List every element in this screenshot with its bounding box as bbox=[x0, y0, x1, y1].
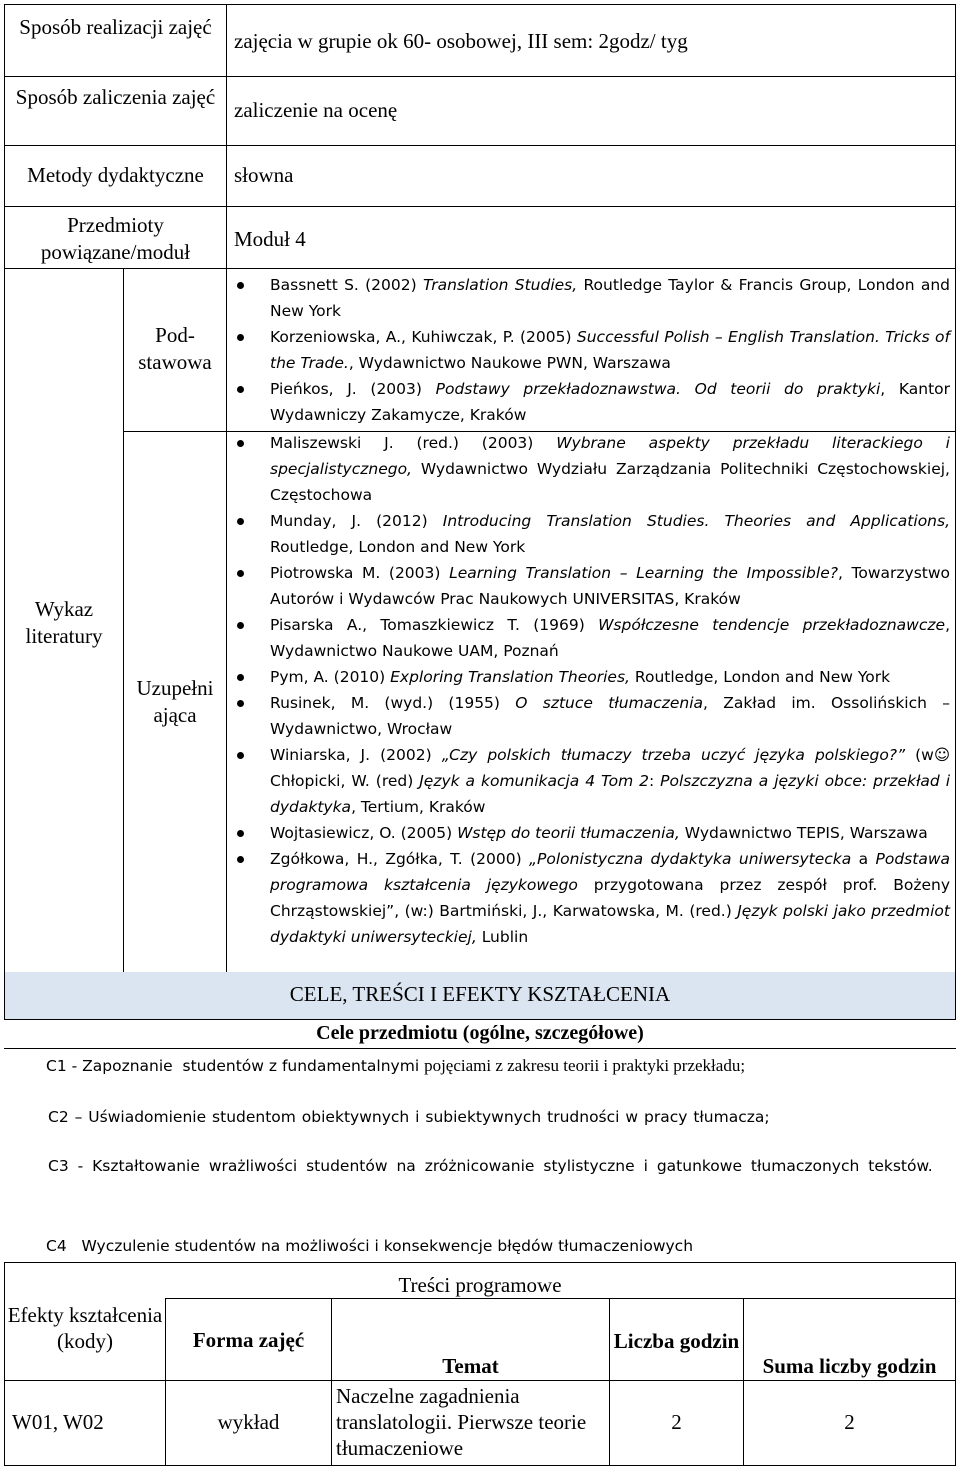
basic-literature-label: Pod- stawowa bbox=[138, 323, 212, 374]
goal-c3: C3 - Kształtowanie wrażliwości studentów na zróżnicowanie stylistyczne i gatunkowe tłumaczonych tekstów. bbox=[48, 1157, 933, 1175]
goal-c1: C1 - Zapoznanie studentów z fundamentalnymi pojęciami z zakresu teorii i praktyki przekładu; bbox=[46, 1056, 746, 1075]
header-topic: Temat bbox=[442, 1354, 499, 1378]
list-item: Bassnett S. (2002) Translation Studies, Routledge Taylor & Francis Group, London and New York bbox=[230, 272, 950, 324]
list-item: Winiarska, J. (2002) „Czy polskich tłumaczy trzeba uczyć języka polskiego?” (w☺ Chłopicki, W. (red) Język a komunikacja 4 Tom 2: Polszczyzna a języki obce: przekład i dydaktyka, Tertium, Kraków bbox=[230, 742, 950, 820]
row-label-methods: Metody dydaktyczne bbox=[27, 163, 204, 187]
program-title: Treści programowe bbox=[398, 1273, 562, 1297]
list-item: Rusinek, M. (wyd.) (1955) O sztuce tłumaczenia, Zakład im. Ossolińskich – Wydawnictwo, Wrocław bbox=[230, 690, 950, 742]
row-label-assessment: Sposób zaliczenia zajęć bbox=[15, 85, 216, 109]
header-total: Suma liczby godzin bbox=[762, 1354, 937, 1378]
row-topic: Naczelne zagadnienia translatologii. Pierwsze teorie tłumaczeniowe bbox=[336, 1384, 587, 1460]
list-item: Maliszewski J. (red.) (2003) Wybrane aspekty przekładu literackiego i specjalistycznego, Wydawnictwo Wydziału Zarządzania Politechniki Częstochowskiej, Częstochowa bbox=[230, 430, 950, 508]
row-label-realization: Sposób realizacji zajęć bbox=[19, 15, 212, 39]
row-effects: W01, W02 bbox=[12, 1410, 104, 1434]
row-value-methods: słowna bbox=[234, 163, 294, 187]
row-value-related: Moduł 4 bbox=[234, 227, 306, 251]
list-item: Wojtasiewicz, O. (2005) Wstęp do teorii tłumaczenia, Wydawnictwo TEPIS, Warszawa bbox=[230, 820, 950, 846]
basic-literature-list bbox=[230, 272, 950, 428]
supplementary-literature-label: Uzupełni ająca bbox=[136, 676, 214, 727]
list-item: Zgółkowa, H., Zgółka, T. (2000) „Polonistyczna dydaktyka uniwersytecka a Podstawa programowa kształcenia językowego przygotowana przez zespół prof. Bożeny Chrząstowskiej”, (w:) Bartmiński, J., Karwatowska, M. (red.) Język polski jako przedmiot dydaktyki uniwersyteckiej, Lublin bbox=[230, 846, 950, 950]
list-item: Munday, J. (2012) Introducing Translation Studies. Theories and Applications, Routledge, London and New York bbox=[230, 508, 950, 560]
section-title: CELE, TREŚCI I EFEKTY KSZTAŁCENIA bbox=[289, 982, 671, 1006]
row-value-assessment: zaliczenie na ocenę bbox=[234, 98, 398, 122]
list-item: Pieńkos, J. (2003) Podstawy przekładoznawstwa. Od teorii do praktyki, Kantor Wydawniczy Zakamycze, Kraków bbox=[230, 376, 950, 428]
goal-c2: C2 – Uświadomienie studentom obiektywnych i subiektywnych trudności w pracy tłumacza; bbox=[48, 1108, 770, 1126]
list-item: Korzeniowska, A., Kuhiwczak, P. (2005) Successful Polish – English Translation. Tricks of the Trade., Wydawnictwo Naukowe PWN, Warszawa bbox=[230, 324, 950, 376]
row-total: 2 bbox=[844, 1410, 855, 1434]
row-hours: 2 bbox=[671, 1410, 682, 1434]
row-label-related: Przedmioty powiązane/moduł bbox=[40, 213, 191, 264]
header-form: Forma zajęć bbox=[192, 1328, 305, 1352]
list-item: Pym, A. (2010) Exploring Translation Theories, Routledge, London and New York bbox=[230, 664, 950, 690]
row-form: wykład bbox=[217, 1410, 280, 1434]
list-item: Piotrowska M. (2003) Learning Translation – Learning the Impossible?, Towarzystwo Autorów i Wydawców Prac Naukowych UNIVERSITAS, Kraków bbox=[230, 560, 950, 612]
goal-c4: C4 Wyczulenie studentów na możliwości i konsekwencje błędów tłumaczeniowych bbox=[46, 1237, 694, 1255]
goals-title: Cele przedmiotu (ogólne, szczegółowe) bbox=[316, 1022, 644, 1044]
list-item: Pisarska A., Tomaszkiewicz T. (1969) Współczesne tendencje przekładoznawcze, Wydawnictwo Naukowe UAM, Poznań bbox=[230, 612, 950, 664]
supplementary-literature-list bbox=[230, 430, 950, 950]
header-effects: Efekty kształcenia (kody) bbox=[7, 1303, 163, 1353]
header-hours: Liczba godzin bbox=[613, 1329, 740, 1353]
literature-label: Wykaz literatury bbox=[25, 597, 103, 648]
row-value-realization: zajęcia w grupie ok 60- osobowej, III sem: 2godz/ tyg bbox=[234, 29, 688, 53]
